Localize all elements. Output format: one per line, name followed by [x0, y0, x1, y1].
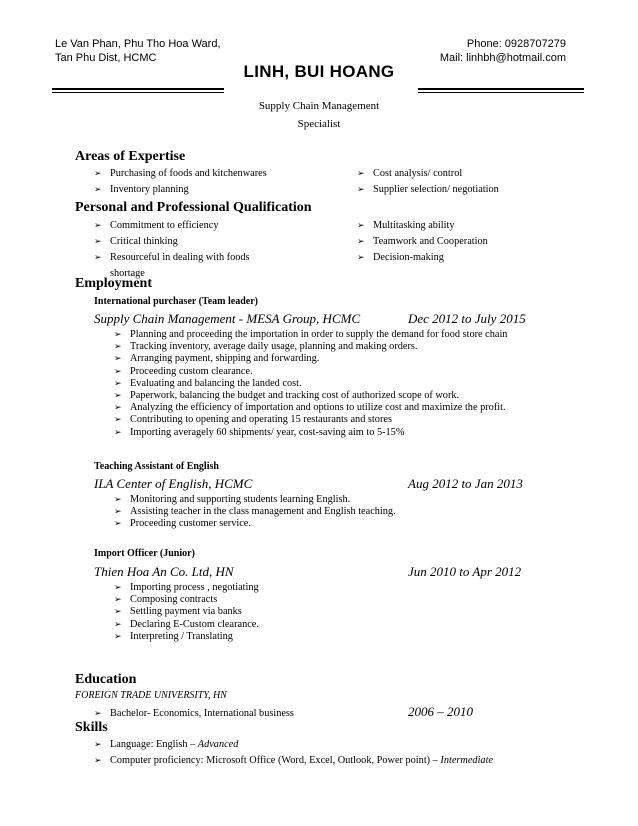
arrowhead-bullet-icon: ➢ — [94, 221, 102, 231]
arrowhead-bullet-icon: ➢ — [114, 391, 122, 402]
skills-heading: Skills — [75, 720, 108, 735]
list-item: ➢ Multitasking ability — [357, 218, 488, 234]
header-rule-right-thin — [418, 92, 584, 93]
arrowhead-bullet-icon: ➢ — [357, 169, 365, 179]
list-item: ➢ Analyzing the efficiency of importation and options to utilize cost and maximize the profit. — [114, 402, 506, 414]
list-item: ➢ Proceeding custom clearance. — [114, 365, 253, 377]
arrowhead-bullet-icon: ➢ — [114, 595, 122, 606]
list-item: ➢ Proceeding customer service. — [114, 518, 251, 530]
arrowhead-bullet-icon: ➢ — [94, 740, 102, 750]
job-task-list — [114, 494, 396, 531]
arrowhead-bullet-icon: ➢ — [94, 756, 102, 766]
arrowhead-bullet-icon: ➢ — [114, 342, 122, 353]
expertise-left-list — [94, 166, 267, 198]
arrowhead-bullet-icon: ➢ — [114, 607, 122, 618]
list-item-continuation: shortage — [110, 268, 145, 279]
subtitle-line-2: Specialist — [297, 118, 341, 130]
list-item: ➢ Evaluating and balancing the landed cost. — [114, 377, 302, 389]
header-rule-right — [418, 88, 584, 90]
arrowhead-bullet-icon: ➢ — [114, 619, 122, 630]
employment-dates: Aug 2012 to Jan 2013 — [408, 476, 523, 491]
arrowhead-bullet-icon: ➢ — [114, 415, 122, 426]
list-item: ➢ Contributing to opening and operating 15 restaurants and stores — [114, 414, 392, 426]
job-target-title — [0, 97, 638, 133]
arrowhead-bullet-icon: ➢ — [94, 185, 102, 195]
list-item: ➢ Inventory planning — [94, 182, 267, 198]
list-item: ➢ Interpreting / Translating — [114, 630, 233, 642]
email-address: Mail: linhbh@hotmail.com — [439, 52, 566, 64]
qualification-heading: Personal and Professional Qualification — [75, 200, 312, 215]
list-item: ➢ Resourceful in dealing with foods — [94, 250, 250, 266]
address-line-2: Tan Phu Dist, HCMC — [55, 52, 157, 64]
arrowhead-bullet-icon: ➢ — [114, 583, 122, 593]
arrowhead-bullet-icon: ➢ — [114, 427, 122, 438]
expertise-heading: Areas of Expertise — [75, 149, 186, 164]
list-item: ➢ Importing averagely 60 shipments/ year, cost-saving aim to 5-15% — [114, 426, 405, 438]
job-task-list — [114, 582, 259, 643]
arrowhead-bullet-icon: ➢ — [114, 366, 122, 377]
employment-dates: Dec 2012 to July 2015 — [408, 311, 526, 326]
phone-number: Phone: 0928707279 — [466, 38, 566, 50]
arrowhead-bullet-icon: ➢ — [357, 237, 365, 247]
job-task-list — [114, 329, 507, 439]
company-name: Thien Hoa An Co. Ltd, HN — [94, 564, 234, 579]
list-item: ➢ Importing process , negotiating — [114, 582, 259, 593]
list-item: ➢ Teamwork and Cooperation — [357, 234, 488, 250]
arrowhead-bullet-icon: ➢ — [114, 631, 122, 642]
arrowhead-bullet-icon: ➢ — [114, 495, 122, 505]
list-item: ➢ Composing contracts — [114, 594, 218, 606]
skills-list — [94, 737, 493, 769]
arrowhead-bullet-icon: ➢ — [114, 507, 122, 518]
list-item: ➢ Settling payment via banks — [114, 606, 242, 618]
arrowhead-bullet-icon: ➢ — [94, 709, 102, 719]
job-title: International purchaser (Team leader) — [94, 296, 258, 307]
qualification-right-list — [357, 218, 488, 266]
list-item: ➢ Planning and proceeding the importation in order to supply the demand for food store chain — [114, 329, 508, 340]
list-item: ➢ Decision-making — [357, 250, 488, 266]
company-name: Supply Chain Management - MESA Group, HCMC — [94, 311, 361, 326]
list-item: ➢ Computer proficiency: Microsoft Office (Word, Excel, Outlook, Power point) – Intermediate — [94, 753, 493, 769]
header-rule-left-thin — [52, 92, 224, 93]
job-title: Teaching Assistant of English — [94, 461, 219, 472]
list-item: ➢ Assisting teacher in the class management and English teaching. — [114, 506, 396, 518]
employment-dates: Jun 2010 to Apr 2012 — [408, 564, 522, 579]
list-item: ➢ Supplier selection/ negotiation — [357, 182, 499, 198]
school-name: FOREIGN TRADE UNIVERSITY, HN — [75, 690, 227, 701]
header-rule-left — [52, 88, 224, 90]
subtitle-line-1: Supply Chain Management — [258, 100, 380, 112]
contact-details — [440, 37, 566, 65]
employment-heading: Employment — [75, 276, 152, 291]
arrowhead-bullet-icon: ➢ — [114, 519, 122, 530]
arrowhead-bullet-icon: ➢ — [94, 237, 102, 247]
arrowhead-bullet-icon: ➢ — [357, 253, 365, 263]
arrowhead-bullet-icon: ➢ — [357, 185, 365, 195]
job-title: Import Officer (Junior) — [94, 548, 195, 559]
education-dates: 2006 – 2010 — [408, 704, 473, 719]
address-line-1: Le Van Phan, Phu Tho Hoa Ward, — [55, 38, 221, 50]
education-heading: Education — [75, 672, 137, 687]
arrowhead-bullet-icon: ➢ — [114, 403, 122, 414]
list-item: ➢ Monitoring and supporting students learning English. — [114, 494, 351, 505]
arrowhead-bullet-icon: ➢ — [94, 253, 102, 263]
contact-address — [55, 37, 221, 65]
list-item: ➢ Tracking inventory, average daily usage, planning and making orders. — [114, 341, 418, 353]
list-item: ➢ Declaring E-Custom clearance. — [114, 618, 259, 630]
arrowhead-bullet-icon: ➢ — [94, 169, 102, 179]
list-item: ➢ Purchasing of foods and kitchenwares — [94, 166, 267, 182]
list-item: ➢ Commitment to efficiency — [94, 218, 250, 234]
list-item: ➢ Cost analysis/ control — [357, 166, 499, 182]
arrowhead-bullet-icon: ➢ — [357, 221, 365, 231]
arrowhead-bullet-icon: ➢ — [114, 354, 122, 365]
list-item: ➢ Paperwork, balancing the budget and tracking cost of authorized scope of work. — [114, 390, 460, 402]
arrowhead-bullet-icon: ➢ — [114, 330, 122, 340]
list-item: ➢ Critical thinking — [94, 234, 250, 250]
list-item: ➢ Language: English – Advanced — [94, 737, 493, 753]
candidate-name: LINH, BUI HOANG — [243, 62, 395, 81]
list-item: ➢ Arranging payment, shipping and forwarding. — [114, 353, 320, 365]
arrowhead-bullet-icon: ➢ — [114, 378, 122, 389]
qualification-left-list — [94, 218, 250, 281]
company-name: ILA Center of English, HCMC — [94, 476, 253, 491]
degree-item: ➢ Bachelor- Economics, International business — [94, 706, 294, 722]
expertise-right-list — [357, 166, 499, 198]
